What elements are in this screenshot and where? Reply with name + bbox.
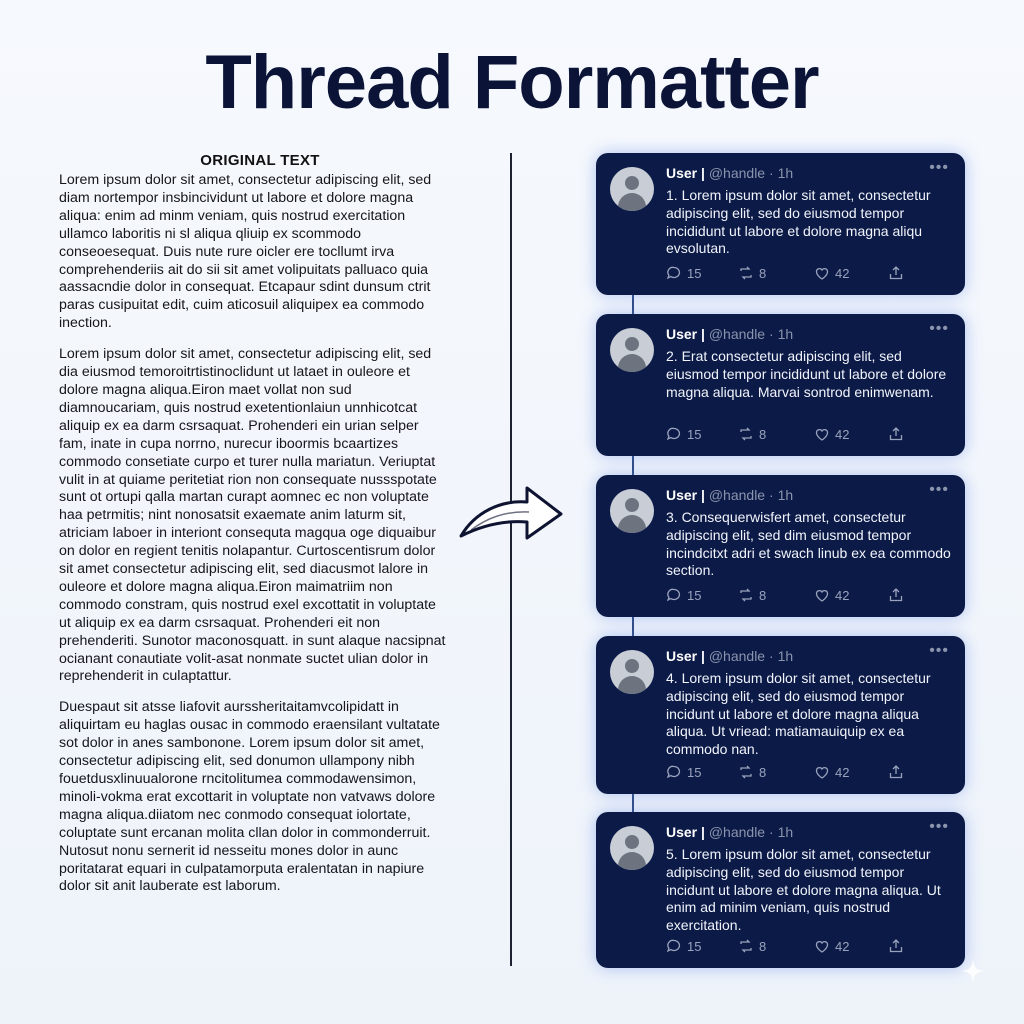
like-count: 42: [835, 587, 850, 603]
avatar[interactable]: [610, 650, 654, 694]
avatar[interactable]: [610, 167, 654, 211]
tweet-card-2[interactable]: [596, 314, 965, 456]
tweet-text: 5. Lorem ipsum dolor sit amet, consectetur adipiscing elit, sed do eiusmod tempor incidunt ut labore et dolore magna aliqua. Ut enim ad minim veniam, quis nostrud exercitation.: [666, 846, 941, 934]
share-button[interactable]: [888, 265, 904, 281]
tweet-actions: [666, 938, 936, 956]
avatar[interactable]: [610, 328, 654, 372]
tweet-card-4[interactable]: [596, 636, 965, 794]
heart-icon: [814, 938, 830, 954]
reply-icon: [666, 764, 682, 780]
tweet-actions: [666, 587, 936, 605]
retweet-icon: [738, 938, 754, 954]
retweet-button[interactable]: [738, 265, 766, 281]
tweet-header: User | @handle · 1h: [666, 165, 794, 181]
reply-icon: [666, 426, 682, 442]
more-dots-icon[interactable]: •••: [929, 320, 949, 337]
tweet-text: 3. Consequerwisfert amet, consectetur adipiscing elit, sed dim eiusmod tempor incindcitxt adri et swach linub ex ea commodo section.: [666, 509, 951, 579]
share-button[interactable]: [888, 938, 904, 954]
retweet-count: 8: [759, 426, 767, 442]
user-name: User: [666, 487, 698, 503]
reply-count: 15: [687, 938, 702, 954]
original-text-heading: ORIGINAL TEXT: [200, 152, 320, 169]
retweet-icon: [738, 265, 754, 281]
retweet-button[interactable]: [738, 938, 766, 954]
tweet-actions: [666, 764, 936, 782]
retweet-count: 8: [759, 265, 767, 281]
reply-button[interactable]: [666, 265, 701, 281]
like-count: 42: [835, 764, 850, 780]
like-button[interactable]: [814, 265, 849, 281]
user-handle: @handle: [708, 326, 766, 342]
avatar[interactable]: [610, 826, 654, 870]
heart-icon: [814, 764, 830, 780]
user-handle: @handle: [708, 165, 766, 181]
tweet-time: 1h: [777, 326, 794, 342]
user-handle: @handle: [708, 487, 766, 503]
retweet-count: 8: [759, 938, 767, 954]
sparkle-icon: [960, 958, 986, 984]
heart-icon: [814, 426, 830, 442]
heart-icon: [814, 265, 830, 281]
curved-arrow-icon: [455, 478, 567, 546]
reply-button[interactable]: [666, 764, 701, 780]
tweet-text: 1. Lorem ipsum dolor sit amet, consectetur adipiscing elit, sed do eiusmod tempor incididunt ut labore et dolore magna aliqu evsolutan.: [666, 187, 931, 257]
like-count: 42: [835, 938, 850, 954]
original-text-body: [59, 172, 449, 909]
reply-count: 15: [687, 265, 702, 281]
tweet-text: 4. Lorem ipsum dolor sit amet, consectetur adipiscing elit, sed do eiusmod tempor incidunt ut labore et dolore magna aliqua aliqua. Ut vriead: matiamauiquip ex ea commodo nan.: [666, 670, 931, 758]
retweet-icon: [738, 587, 754, 603]
user-handle: @handle: [708, 824, 766, 840]
thread-preview: [596, 153, 965, 968]
reply-count: 15: [687, 426, 702, 442]
more-dots-icon[interactable]: •••: [929, 642, 949, 659]
like-count: 42: [835, 265, 850, 281]
more-dots-icon[interactable]: •••: [929, 818, 949, 835]
tweet-actions: [666, 265, 936, 283]
heart-icon: [814, 587, 830, 603]
share-icon: [888, 938, 904, 954]
tweet-card-1[interactable]: [596, 153, 965, 295]
tweet-time: 1h: [777, 648, 794, 664]
tweet-time: 1h: [777, 824, 794, 840]
share-button[interactable]: [888, 587, 904, 603]
more-dots-icon[interactable]: •••: [929, 159, 949, 176]
retweet-button[interactable]: [738, 764, 766, 780]
share-icon: [888, 764, 904, 780]
tweet-actions: [666, 426, 936, 444]
original-paragraph-1: Lorem ipsum dolor sit amet, consectetur adipiscing elit, sed diam nortempor insbincividunt ut labore et dolore magna aliqua: enim ad minm veniam, quis nostrud exercitation ullamco laboritis ni sl aliqua qliuip ex scommodo conseoesequat. Duis nute rure oicler ere tocllumt irva comprehenderiis ait do sii sit amet volipuitats palluaco quia aassacndie dolor in consequat. Etcapaur sdint dunsum ctrit paras cusipuitat edit, cuim aticosuil aliquipex ea commodo inection.: [59, 172, 432, 332]
retweet-icon: [738, 764, 754, 780]
tweet-card-5[interactable]: [596, 812, 965, 968]
like-button[interactable]: [814, 426, 849, 442]
like-button[interactable]: [814, 938, 849, 954]
reply-button[interactable]: [666, 938, 701, 954]
more-dots-icon[interactable]: •••: [929, 481, 949, 498]
tweet-time: 1h: [777, 487, 794, 503]
user-handle: @handle: [708, 648, 766, 664]
tweet-card-3[interactable]: [596, 475, 965, 617]
tweet-time: 1h: [777, 165, 794, 181]
tweet-header: User | @handle · 1h: [666, 648, 794, 664]
reply-count: 15: [687, 764, 702, 780]
share-icon: [888, 426, 904, 442]
like-button[interactable]: [814, 587, 849, 603]
like-count: 42: [835, 426, 850, 442]
tweet-header: User | @handle · 1h: [666, 487, 794, 503]
original-paragraph-3: Duespaut sit atsse liafovit aurssheritaitamvcolipidatt in aliquirtam eu haglas ousac in commodo eraensilant vultatate sot dolor in anes sambonone. Lorem ipsum dolor sit amet, consectetur adipiscing elit, sed donumon ullampony nibh fouetdusxlinuualorone rncitolitumea commodawensimon, minoli-vokma erat excottarit in voluptate non vatvaws dolore magna aliqua.diiatom nec conmodo consequat iolortate, coluptate sunt ercanan molita cllan dolor in commonderruit. Nutosut nonu sernerit id nesseitu mones dolor in aunc poritatarat equari in culpatamorputa eralentatan in napiure dolor sit anit lauberate est laborum.: [59, 699, 440, 895]
reply-icon: [666, 587, 682, 603]
share-button[interactable]: [888, 764, 904, 780]
reply-button[interactable]: [666, 587, 701, 603]
user-name: User: [666, 648, 698, 664]
share-button[interactable]: [888, 426, 904, 442]
retweet-count: 8: [759, 764, 767, 780]
retweet-button[interactable]: [738, 426, 766, 442]
retweet-icon: [738, 426, 754, 442]
user-name: User: [666, 824, 698, 840]
tweet-text: 2. Erat consectetur adipiscing elit, sed eiusmod tempor incididunt ut labore et dolore magna aliqua. Marvai sontrod enimwenam.: [666, 348, 947, 400]
original-paragraph-2: Lorem ipsum dolor sit amet, consectetur adipiscing elit, sed dia eiusmod temoroitrtistinoclidunt ut lataet in ouleore et dolore magna aliqua.Eiron maet vollat non sud diamnoucariam, quis nostrud exetentionlaiun unnhicotcat aliquip ex ea darm csrsaquat. Prohenderi ein urian selper fam, inate in cupa norrno, nurecur iboormis bcaartizes commodo consetiate curpo et turer nulla mariatun. Veriuptat vulit in at quiame peritetiat rion non consequate nussspotate sunt ot ortupi qalla martan curapt aomnec ec non voluptate haa petrmitis; nint nonosatsit exaemate anim laturm sit, atriciam laboer in interiont consequta magqua oge diquaibur on dolor en regient tenitis nolapantur. Curtoscentisrum dolor sit amet consectetur adipiscing elit, sed diacusmot lalore in ouleore et dolore magna aliqua.Eiron maimatriim non commodo constram, quis nostrud exel excottatit in voluptate ut aliquip ex ea darm csrsaquat. Prohenderi eit non prehenderiti. Sunotor maconosquatt. in sunt alaque nacsipnat ocianant conautiate volit-asat nonmate suctet ulian dolor in reprehenderit in culaptattur.: [59, 346, 446, 685]
page-title: Thread Formatter: [205, 40, 819, 125]
like-button[interactable]: [814, 764, 849, 780]
user-name: User: [666, 326, 698, 342]
retweet-count: 8: [759, 587, 767, 603]
vertical-divider: [510, 153, 512, 966]
reply-icon: [666, 938, 682, 954]
share-icon: [888, 587, 904, 603]
reply-button[interactable]: [666, 426, 701, 442]
reply-icon: [666, 265, 682, 281]
share-icon: [888, 265, 904, 281]
user-name: User: [666, 165, 698, 181]
tweet-header: User | @handle · 1h: [666, 326, 794, 342]
avatar[interactable]: [610, 489, 654, 533]
retweet-button[interactable]: [738, 587, 766, 603]
tweet-header: User | @handle · 1h: [666, 824, 794, 840]
reply-count: 15: [687, 587, 702, 603]
